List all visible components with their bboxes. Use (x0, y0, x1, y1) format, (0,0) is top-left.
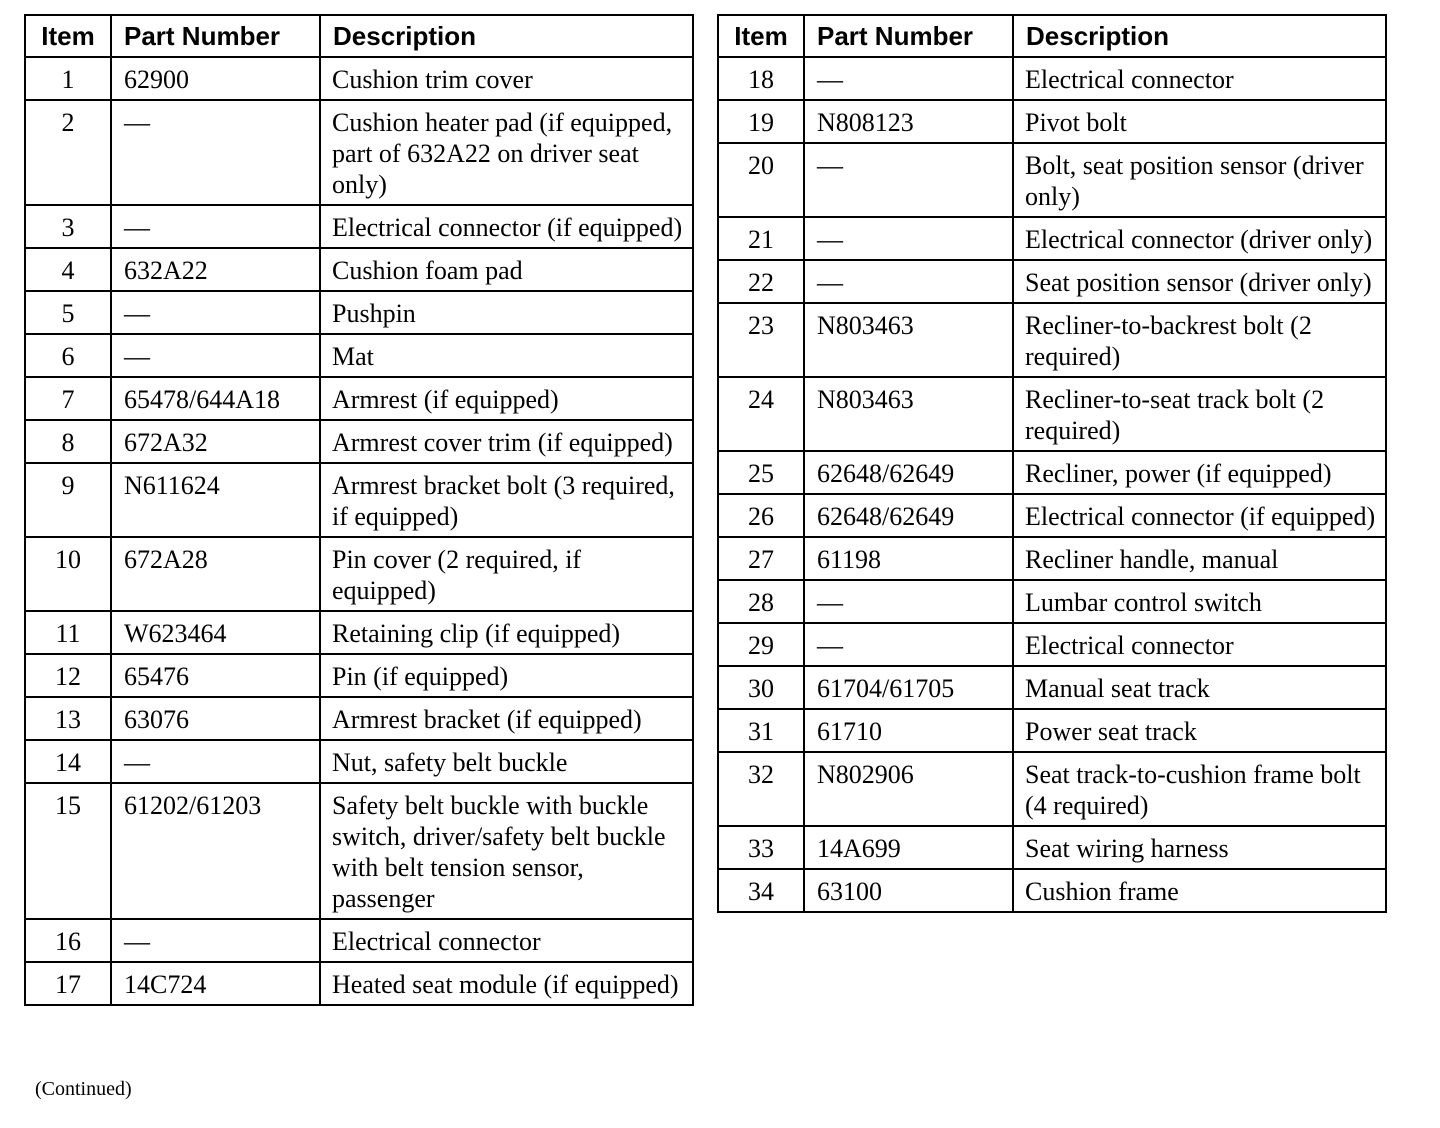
item-cell: 12 (25, 654, 111, 697)
part-number-cell: — (111, 291, 320, 334)
table-row (25, 537, 693, 611)
part-number-cell: — (804, 623, 1013, 666)
header-row (718, 15, 1386, 57)
table-row (718, 57, 1386, 100)
item-cell: 16 (25, 919, 111, 962)
header-row (25, 15, 693, 57)
item-cell: 25 (718, 451, 804, 494)
part-number-cell: N611624 (111, 463, 320, 537)
description-cell: Safety belt buckle with buckle switch, driver/safety belt buckle with belt tension sensor, passenger (320, 783, 693, 919)
table-row (25, 697, 693, 740)
description-cell: Recliner, power (if equipped) (1013, 451, 1386, 494)
table-row (25, 205, 693, 248)
part-number-cell: — (111, 205, 320, 248)
part-number-cell: — (804, 143, 1013, 217)
part-number-cell: N803463 (804, 303, 1013, 377)
description-cell: Electrical connector (driver only) (1013, 217, 1386, 260)
part-number-cell: 14A699 (804, 826, 1013, 869)
item-cell: 9 (25, 463, 111, 537)
part-number-cell: 14C724 (111, 962, 320, 1005)
description-cell: Pin cover (2 required, if equipped) (320, 537, 693, 611)
part-number-cell: N808123 (804, 100, 1013, 143)
description-cell: Electrical connector (1013, 623, 1386, 666)
part-number-cell: — (111, 334, 320, 377)
description-cell: Nut, safety belt buckle (320, 740, 693, 783)
table-row (25, 740, 693, 783)
item-cell: 3 (25, 205, 111, 248)
description-cell: Bolt, seat position sensor (driver only) (1013, 143, 1386, 217)
part-number-column-header: Part Number (804, 15, 1013, 57)
description-cell: Mat (320, 334, 693, 377)
item-cell: 19 (718, 100, 804, 143)
table-row (25, 919, 693, 962)
description-cell: Recliner handle, manual (1013, 537, 1386, 580)
description-cell: Cushion trim cover (320, 57, 693, 100)
description-column-header: Description (320, 15, 693, 57)
item-cell: 6 (25, 334, 111, 377)
description-cell: Armrest bracket (if equipped) (320, 697, 693, 740)
description-cell: Recliner-to-backrest bolt (2 required) (1013, 303, 1386, 377)
table-row (718, 623, 1386, 666)
part-number-cell: — (804, 57, 1013, 100)
description-cell: Recliner-to-seat track bolt (2 required) (1013, 377, 1386, 451)
item-cell: 10 (25, 537, 111, 611)
table-row (718, 100, 1386, 143)
part-number-cell: N803463 (804, 377, 1013, 451)
part-number-cell: 61198 (804, 537, 1013, 580)
description-cell: Pivot bolt (1013, 100, 1386, 143)
item-cell: 23 (718, 303, 804, 377)
left-table-body (25, 57, 693, 1005)
part-number-cell: 632A22 (111, 248, 320, 291)
table-row (718, 826, 1386, 869)
item-cell: 15 (25, 783, 111, 919)
part-number-cell: — (111, 740, 320, 783)
part-number-cell: 63100 (804, 869, 1013, 912)
description-cell: Seat position sensor (driver only) (1013, 260, 1386, 303)
description-cell: Armrest bracket bolt (3 required, if equipped) (320, 463, 693, 537)
continued-note: (Continued) (35, 1078, 132, 1100)
item-cell: 29 (718, 623, 804, 666)
item-cell: 22 (718, 260, 804, 303)
table-row (718, 217, 1386, 260)
table-row (25, 654, 693, 697)
description-cell: Pushpin (320, 291, 693, 334)
table-row (718, 869, 1386, 912)
table-row (718, 377, 1386, 451)
table-row (718, 666, 1386, 709)
description-cell: Manual seat track (1013, 666, 1386, 709)
part-number-cell: 61704/61705 (804, 666, 1013, 709)
table-row (718, 494, 1386, 537)
table-row (25, 962, 693, 1005)
part-number-cell: 65478/644A18 (111, 377, 320, 420)
description-cell: Seat track-to-cushion frame bolt (4 required) (1013, 752, 1386, 826)
part-number-cell: — (804, 580, 1013, 623)
part-number-cell: 61710 (804, 709, 1013, 752)
table-row (25, 420, 693, 463)
item-cell: 21 (718, 217, 804, 260)
description-cell: Armrest cover trim (if equipped) (320, 420, 693, 463)
table-row (25, 57, 693, 100)
part-number-cell: 61202/61203 (111, 783, 320, 919)
description-cell: Cushion frame (1013, 869, 1386, 912)
table-row (718, 260, 1386, 303)
table-row (718, 580, 1386, 623)
item-cell: 18 (718, 57, 804, 100)
parts-table-right (717, 14, 1387, 913)
item-cell: 33 (718, 826, 804, 869)
part-number-cell: 672A32 (111, 420, 320, 463)
table-row (25, 334, 693, 377)
description-cell: Retaining clip (if equipped) (320, 611, 693, 654)
table-row (25, 611, 693, 654)
description-cell: Power seat track (1013, 709, 1386, 752)
description-column-header: Description (1013, 15, 1386, 57)
table-row (25, 100, 693, 205)
description-cell: Electrical connector (1013, 57, 1386, 100)
table-row (25, 377, 693, 420)
item-cell: 28 (718, 580, 804, 623)
description-cell: Electrical connector (if equipped) (320, 205, 693, 248)
item-cell: 30 (718, 666, 804, 709)
description-cell: Lumbar control switch (1013, 580, 1386, 623)
item-cell: 2 (25, 100, 111, 205)
item-cell: 27 (718, 537, 804, 580)
part-number-cell: 63076 (111, 697, 320, 740)
table-row (25, 248, 693, 291)
description-cell: Heated seat module (if equipped) (320, 962, 693, 1005)
table-row (718, 451, 1386, 494)
description-cell: Armrest (if equipped) (320, 377, 693, 420)
description-cell: Pin (if equipped) (320, 654, 693, 697)
description-cell: Cushion foam pad (320, 248, 693, 291)
part-number-column-header: Part Number (111, 15, 320, 57)
table-row (718, 709, 1386, 752)
item-column-header: Item (718, 15, 804, 57)
description-cell: Seat wiring harness (1013, 826, 1386, 869)
table-row (718, 303, 1386, 377)
item-cell: 31 (718, 709, 804, 752)
table-row (25, 783, 693, 919)
item-cell: 34 (718, 869, 804, 912)
parts-table-left (24, 14, 694, 1006)
part-number-cell: W623464 (111, 611, 320, 654)
table-row (25, 291, 693, 334)
item-cell: 20 (718, 143, 804, 217)
description-cell: Electrical connector (if equipped) (1013, 494, 1386, 537)
item-cell: 7 (25, 377, 111, 420)
table-row (25, 463, 693, 537)
part-number-cell: 62648/62649 (804, 494, 1013, 537)
item-cell: 13 (25, 697, 111, 740)
item-cell: 8 (25, 420, 111, 463)
part-number-cell: — (111, 919, 320, 962)
part-number-cell: 62648/62649 (804, 451, 1013, 494)
item-cell: 24 (718, 377, 804, 451)
part-number-cell: 65476 (111, 654, 320, 697)
item-cell: 11 (25, 611, 111, 654)
item-cell: 5 (25, 291, 111, 334)
part-number-cell: — (111, 100, 320, 205)
item-cell: 14 (25, 740, 111, 783)
description-cell: Electrical connector (320, 919, 693, 962)
item-cell: 17 (25, 962, 111, 1005)
part-number-cell: 672A28 (111, 537, 320, 611)
item-column-header: Item (25, 15, 111, 57)
part-number-cell: 62900 (111, 57, 320, 100)
item-cell: 4 (25, 248, 111, 291)
part-number-cell: N802906 (804, 752, 1013, 826)
description-cell: Cushion heater pad (if equipped, part of 632A22 on driver seat only) (320, 100, 693, 205)
item-cell: 32 (718, 752, 804, 826)
part-number-cell: — (804, 260, 1013, 303)
part-number-cell: — (804, 217, 1013, 260)
item-cell: 1 (25, 57, 111, 100)
table-row (718, 143, 1386, 217)
table-row (718, 752, 1386, 826)
right-table-body (718, 57, 1386, 912)
item-cell: 26 (718, 494, 804, 537)
table-row (718, 537, 1386, 580)
